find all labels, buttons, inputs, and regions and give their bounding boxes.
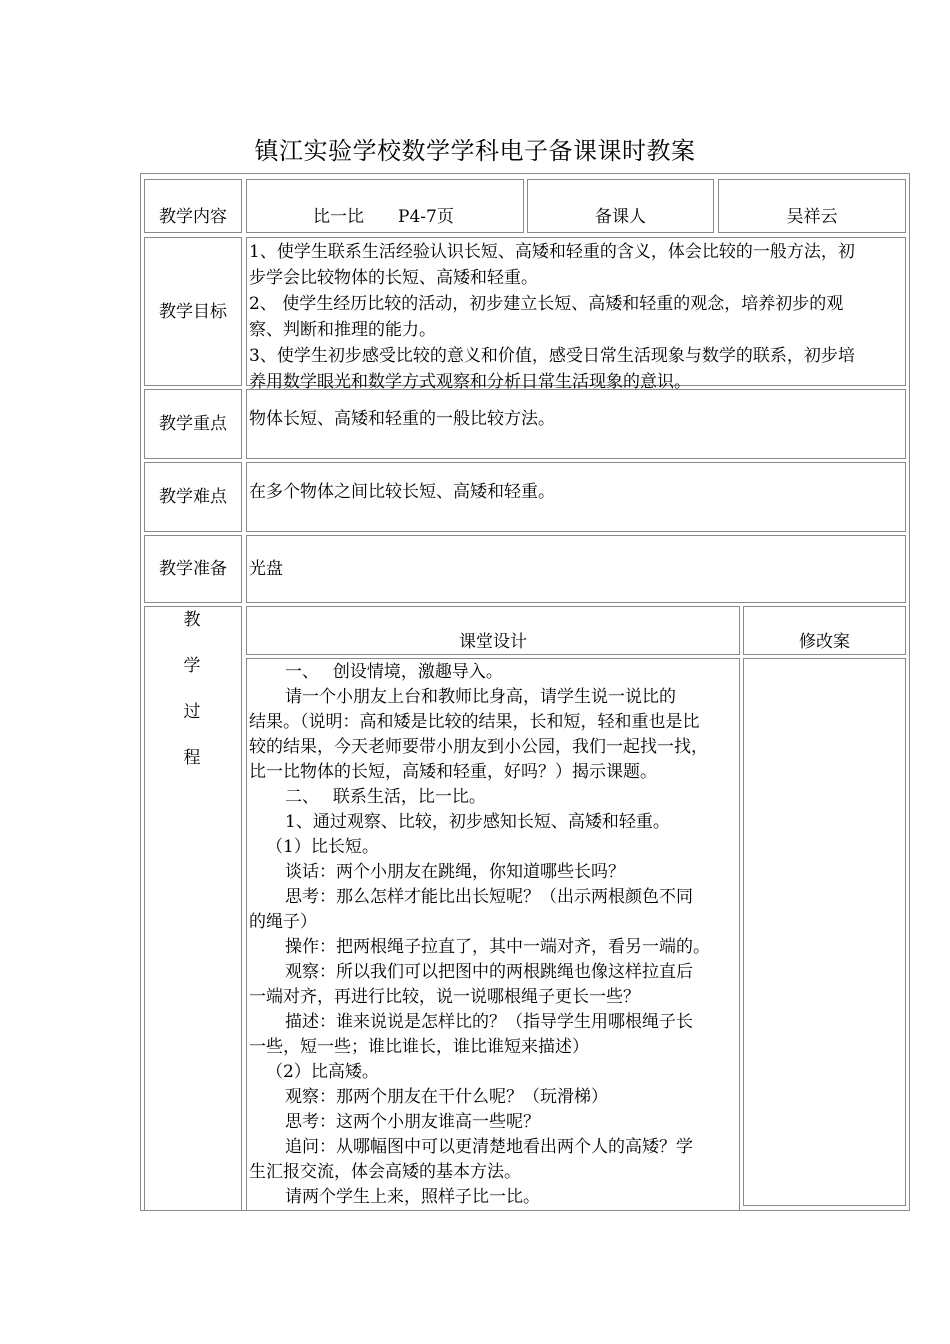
preparer-label: 备课人 <box>527 179 714 233</box>
goal-line: 察、判断和推理的能力。 <box>249 320 436 340</box>
preparation-label: 教学准备 <box>144 535 242 603</box>
design-line: 请两个学生上来，照样子比一比。 <box>285 1187 540 1207</box>
process-label: 教 学 过 程 <box>183 610 201 768</box>
revision-header: 修改案 <box>743 606 906 655</box>
goal-line: 3、使学生初步感受比较的意义和价值，感受日常生活现象与数学的联系，初步培 <box>249 346 855 366</box>
design-line: 谈话：两个小朋友在跳绳，你知道哪些长吗？ <box>285 862 625 882</box>
goal-line: 步学会比较物体的长短、高矮和轻重。 <box>249 268 538 288</box>
design-line: 思考：这两个小朋友谁高一些呢？ <box>285 1112 540 1132</box>
goal-line: 养用数学眼光和数学方式观察和分析日常生活现象的意识。 <box>249 372 691 392</box>
design-line: 观察：那两个朋友在干什么呢？（玩滑梯） <box>285 1087 608 1107</box>
design-line: 结果。（说明：高和矮是比较的结果，长和短，轻和重也是比 <box>249 712 700 732</box>
design-line: 1、通过观察、比较，初步感知长短、高矮和轻重。 <box>285 812 670 832</box>
content-label: 教学内容 <box>144 179 242 233</box>
page-title: 镇江实验学校数学学科电子备课课时教案 <box>254 137 696 165</box>
preparer-value: 吴祥云 <box>718 179 906 233</box>
design-line: 比一比物体的长短，高矮和轻重，好吗？）揭示课题。 <box>249 762 657 782</box>
design-line: 较的结果，今天老师要带小朋友到小公园，我们一起找一找， <box>249 737 708 757</box>
design-line: 生汇报交流，体会高矮的基本方法。 <box>249 1162 521 1182</box>
difficulties-text: 在多个物体之间比较长短、高矮和轻重。 <box>246 462 906 532</box>
design-line: （2）比高矮。 <box>266 1062 379 1082</box>
design-line: 一端对齐，再进行比较，说一说哪根绳子更长一些？ <box>249 987 640 1007</box>
design-line: 的绳子） <box>249 912 317 932</box>
design-line: （1）比长短。 <box>266 837 379 857</box>
key-points-text: 物体长短、高矮和轻重的一般比较方法。 <box>246 389 906 459</box>
design-line: 一些，短一些；谁比谁长，谁比谁短来描述） <box>249 1037 589 1057</box>
design-line: 观察：所以我们可以把图中的两根跳绳也像这样拉直后 <box>285 962 693 982</box>
design-line: 请一个小朋友上台和教师比身高，请学生说一说比的 <box>285 687 676 707</box>
design-line: 描述：谁来说说是怎样比的？（指导学生用哪根绳子长 <box>285 1012 693 1032</box>
design-header: 课堂设计 <box>246 606 740 655</box>
goals-label: 教学目标 <box>144 237 242 386</box>
key-points-label: 教学重点 <box>144 389 242 459</box>
design-line: 二、 联系生活，比一比。 <box>285 787 486 807</box>
difficulties-label: 教学难点 <box>144 462 242 532</box>
design-line: 思考：那么怎样才能比出长短呢？（出示两根颜色不同 <box>285 887 693 907</box>
content-value: 比一比 P4-7页 <box>246 179 524 233</box>
design-line: 操作：把两根绳子拉直了，其中一端对齐，看另一端的。 <box>285 937 710 957</box>
preparation-text: 光盘 <box>246 535 906 603</box>
design-line: 一、 创设情境，激趣导入。 <box>285 662 503 682</box>
goals-text <box>246 237 906 392</box>
goal-line: 1、使学生联系生活经验认识长短、高矮和轻重的含义，体会比较的一般方法，初 <box>249 242 855 262</box>
design-line: 追问：从哪幅图中可以更清楚地看出两个人的高矮？学 <box>285 1137 693 1157</box>
design-content <box>246 658 740 1210</box>
goal-line: 2、 使学生经历比较的活动，初步建立长短、高矮和轻重的观念，培养初步的观 <box>249 294 844 314</box>
revision-content <box>743 658 906 1206</box>
